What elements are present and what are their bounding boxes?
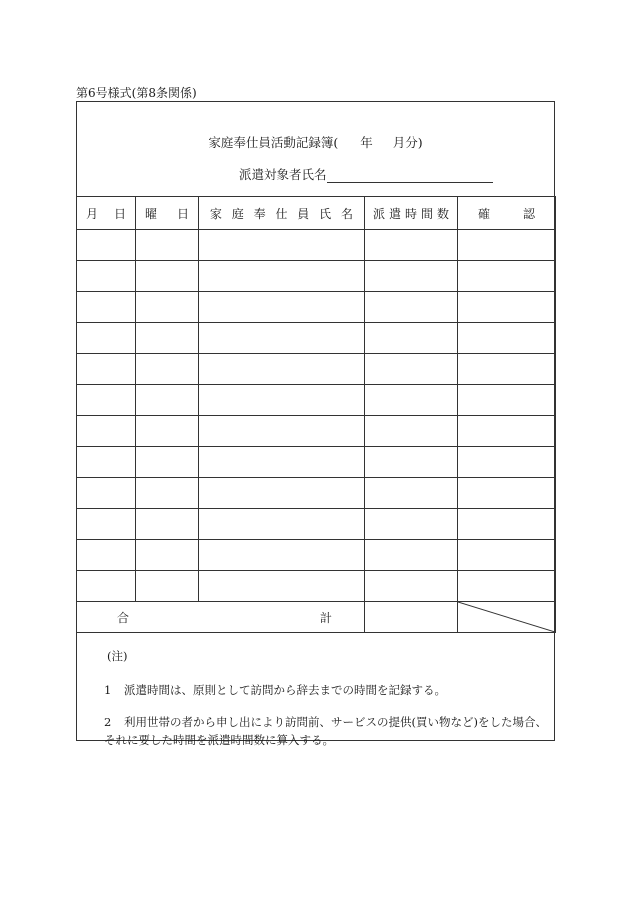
- dispatch-hours-header-char: 時: [404, 206, 417, 221]
- helper-name-header-char: 奉: [253, 206, 266, 221]
- cell-dispatch-hours[interactable]: [365, 354, 458, 385]
- cell-helper-name[interactable]: [199, 385, 365, 416]
- cell-month-day[interactable]: [77, 509, 136, 540]
- cell-confirmation[interactable]: [458, 447, 556, 478]
- total-label: 合 計: [77, 602, 365, 633]
- cell-month-day[interactable]: [77, 261, 136, 292]
- header-weekday: 曜 日: [136, 197, 199, 230]
- dispatch-hours-header-char: 間: [420, 206, 433, 221]
- dispatch-hours-header-char: 遣: [388, 206, 401, 221]
- cell-dispatch-hours[interactable]: [365, 230, 458, 261]
- cell-weekday[interactable]: [136, 385, 199, 416]
- dispatch-hours-header-char: 派: [372, 206, 385, 221]
- cell-confirmation[interactable]: [458, 478, 556, 509]
- note-1: 1 派遣時間は、原則として訪問から辞去までの時間を記録する。: [104, 683, 446, 697]
- table-row: [77, 354, 556, 385]
- cell-weekday[interactable]: [136, 323, 199, 354]
- cell-weekday[interactable]: [136, 447, 199, 478]
- header-row: [77, 197, 556, 230]
- header-helper-name: [199, 197, 365, 230]
- cell-confirmation[interactable]: [458, 292, 556, 323]
- cell-confirmation[interactable]: [458, 261, 556, 292]
- record-form: [76, 101, 555, 747]
- helper-name-header-char: 庭: [231, 206, 244, 221]
- table-row: [77, 323, 556, 354]
- cell-confirmation[interactable]: [458, 416, 556, 447]
- cell-helper-name[interactable]: [199, 509, 365, 540]
- header-confirmation: 確 認: [458, 197, 556, 230]
- cell-dispatch-hours[interactable]: [365, 447, 458, 478]
- recipient-label: 派遣対象者氏名: [239, 167, 327, 182]
- cell-dispatch-hours[interactable]: [365, 292, 458, 323]
- title-main: 家庭奉仕員活動記録簿(: [208, 135, 339, 150]
- cell-month-day[interactable]: [77, 292, 136, 323]
- cell-month-day[interactable]: [77, 540, 136, 571]
- cell-dispatch-hours[interactable]: [365, 323, 458, 354]
- cell-helper-name[interactable]: [199, 416, 365, 447]
- note-2: 2 利用世帯の者から申し出により訪問前、サービスの提供(買い物など)をした場合、それに要した時間を派遣時間数に算入する。: [104, 715, 547, 747]
- cell-dispatch-hours[interactable]: [365, 261, 458, 292]
- form-number: 第6号様式(第8条関係): [76, 86, 197, 100]
- cell-weekday[interactable]: [136, 354, 199, 385]
- cell-month-day[interactable]: [77, 478, 136, 509]
- cell-dispatch-hours[interactable]: [365, 509, 458, 540]
- header-dispatch-hours: [365, 197, 458, 230]
- helper-name-header-char: 家: [209, 206, 222, 221]
- cell-weekday[interactable]: [136, 571, 199, 602]
- cell-month-day[interactable]: [77, 416, 136, 447]
- cell-confirmation[interactable]: [458, 230, 556, 261]
- total-confirm-cell-crossed: [458, 602, 556, 633]
- table-row: [77, 509, 556, 540]
- cell-helper-name[interactable]: [199, 261, 365, 292]
- table-row: [77, 447, 556, 478]
- table-row: [77, 540, 556, 571]
- cell-helper-name[interactable]: [199, 230, 365, 261]
- cell-confirmation[interactable]: [458, 385, 556, 416]
- title-year: 年: [360, 135, 373, 150]
- cell-weekday[interactable]: [136, 478, 199, 509]
- table-row: [77, 478, 556, 509]
- cell-dispatch-hours[interactable]: [365, 478, 458, 509]
- helper-name-header-char: 員: [297, 206, 310, 221]
- cell-dispatch-hours[interactable]: [365, 571, 458, 602]
- cell-confirmation[interactable]: [458, 509, 556, 540]
- cell-month-day[interactable]: [77, 230, 136, 261]
- cell-weekday[interactable]: [136, 292, 199, 323]
- notes-heading: (注): [107, 649, 128, 663]
- cell-helper-name[interactable]: [199, 540, 365, 571]
- table-row: [77, 571, 556, 602]
- cell-helper-name[interactable]: [199, 571, 365, 602]
- cell-confirmation[interactable]: [458, 323, 556, 354]
- dispatch-hours-header-char: 数: [436, 206, 449, 221]
- table-row: [77, 416, 556, 447]
- cell-month-day[interactable]: [77, 323, 136, 354]
- cell-month-day[interactable]: [77, 354, 136, 385]
- helper-name-header-char: 名: [340, 206, 353, 221]
- cell-confirmation[interactable]: [458, 571, 556, 602]
- cell-weekday[interactable]: [136, 509, 199, 540]
- cell-month-day[interactable]: [77, 385, 136, 416]
- table-row: [77, 292, 556, 323]
- cell-helper-name[interactable]: [199, 292, 365, 323]
- cell-confirmation[interactable]: [458, 354, 556, 385]
- cell-weekday[interactable]: [136, 261, 199, 292]
- cell-dispatch-hours[interactable]: [365, 416, 458, 447]
- cell-weekday[interactable]: [136, 540, 199, 571]
- cell-helper-name[interactable]: [199, 478, 365, 509]
- helper-name-header-char: 仕: [275, 206, 288, 221]
- table-row: [77, 261, 556, 292]
- cell-dispatch-hours[interactable]: [365, 540, 458, 571]
- cell-helper-name[interactable]: [199, 447, 365, 478]
- cell-dispatch-hours[interactable]: [365, 385, 458, 416]
- table-row: [77, 385, 556, 416]
- cell-weekday[interactable]: [136, 230, 199, 261]
- table-row: [77, 230, 556, 261]
- cell-month-day[interactable]: [77, 571, 136, 602]
- cell-confirmation[interactable]: [458, 540, 556, 571]
- recipient-name-field[interactable]: [239, 165, 493, 183]
- cell-month-day[interactable]: [77, 447, 136, 478]
- helper-name-header-char: 氏: [319, 206, 332, 221]
- cell-helper-name[interactable]: [199, 354, 365, 385]
- header-month-day: 月 日: [77, 197, 136, 230]
- activity-log-table: [76, 196, 556, 633]
- recipient-name-blank[interactable]: [327, 168, 493, 183]
- cell-helper-name[interactable]: [199, 323, 365, 354]
- form-title: [77, 133, 554, 151]
- total-row: [77, 602, 556, 633]
- title-month: 月分): [392, 135, 423, 150]
- total-hours-cell[interactable]: [365, 602, 458, 633]
- cell-weekday[interactable]: [136, 416, 199, 447]
